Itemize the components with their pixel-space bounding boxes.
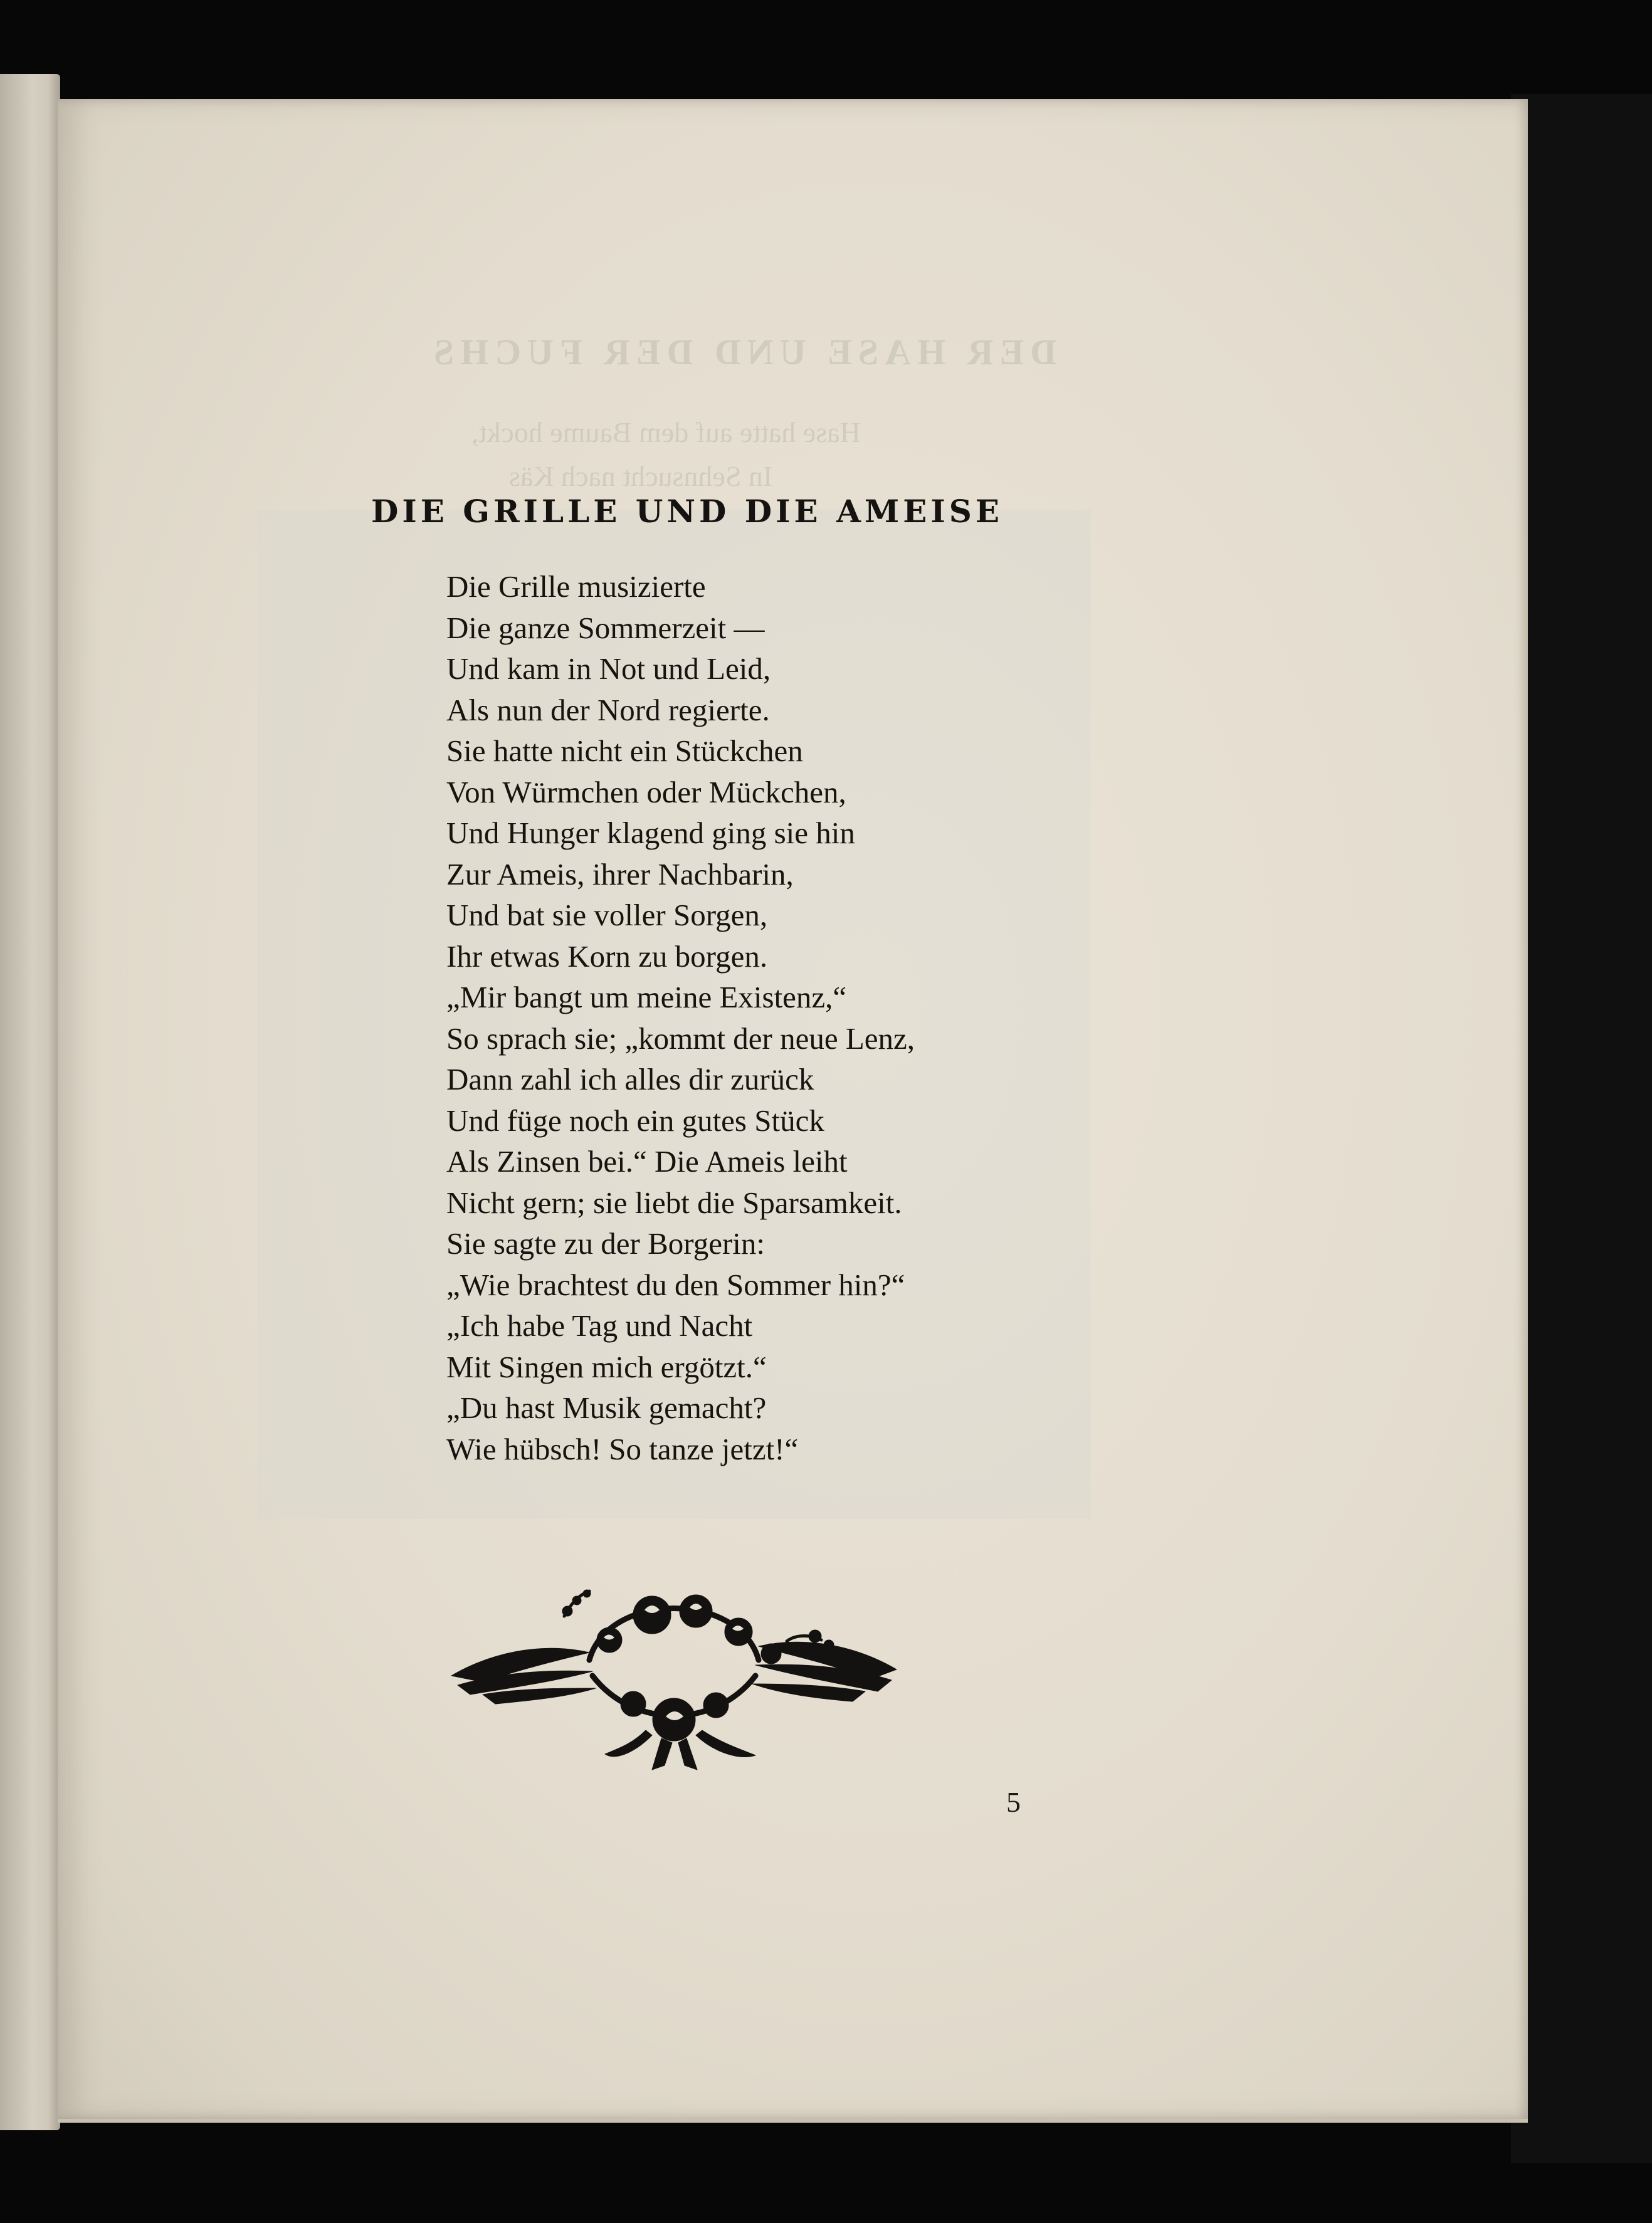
poem-line: Nicht gern; sie liebt die Sparsamkeit.	[446, 1185, 902, 1220]
show-through-text: In Sehnsucht nach Käs	[509, 460, 773, 492]
poem-line: Sie hatte nicht ein Stückchen	[446, 733, 803, 768]
poem-line: Zur Ameis, ihrer Nachbarin,	[446, 856, 794, 891]
show-through-text: Hase hatte auf dem Baume hockt,	[471, 416, 861, 448]
poem-line: Als nun der Nord regierte.	[446, 692, 770, 727]
poem-line: „Mir bangt um meine Existenz,“	[446, 980, 847, 1014]
poem-line: Dann zahl ich alles dir zurück	[446, 1062, 814, 1096]
poem-line: Als Zinsen bei.“ Die Ameis leiht	[446, 1144, 848, 1179]
poem-title: DIE GRILLE UND DIE AMEISE	[371, 493, 1003, 530]
floral-wreath-vignette-icon	[445, 1566, 903, 1779]
poem-line: Und füge noch ein gutes Stück	[446, 1103, 824, 1138]
poem-line: „Wie brachtest du den Sommer hin?“	[446, 1267, 905, 1302]
poem-line: „Du hast Musik gemacht?	[446, 1390, 767, 1425]
poem-line: Mit Singen mich ergötzt.“	[446, 1349, 767, 1384]
book-binding	[1511, 94, 1652, 2163]
poem-line: Sie sagte zu der Borgerin:	[446, 1226, 765, 1261]
poem-line: Die Grille musizierte	[446, 569, 706, 604]
poem-line: „Ich habe Tag und Nacht	[446, 1308, 753, 1343]
poem-line: So sprach sie; „kommt der neue Lenz,	[446, 1021, 915, 1056]
book-page	[58, 99, 1528, 2123]
facing-page-edge	[0, 74, 60, 2130]
page-number: 5	[1006, 1786, 1021, 1818]
poem-line: Und bat sie voller Sorgen,	[446, 898, 768, 932]
poem-line: Ihr etwas Korn zu borgen.	[446, 938, 768, 974]
poem-line: Von Würmchen oder Mückchen,	[446, 774, 846, 809]
poem-line: Die ganze Sommerzeit —	[446, 610, 765, 645]
poem-line: Und Hunger klagend ging sie hin	[446, 816, 855, 850]
poem-line: Wie hübsch! So tanze jetzt!“	[446, 1431, 799, 1466]
poem-line: Und kam in Not und Leid,	[446, 651, 771, 686]
show-through-title: DER HASE UND DER FUCHS	[428, 332, 1057, 372]
poem-body	[446, 566, 1136, 1469]
